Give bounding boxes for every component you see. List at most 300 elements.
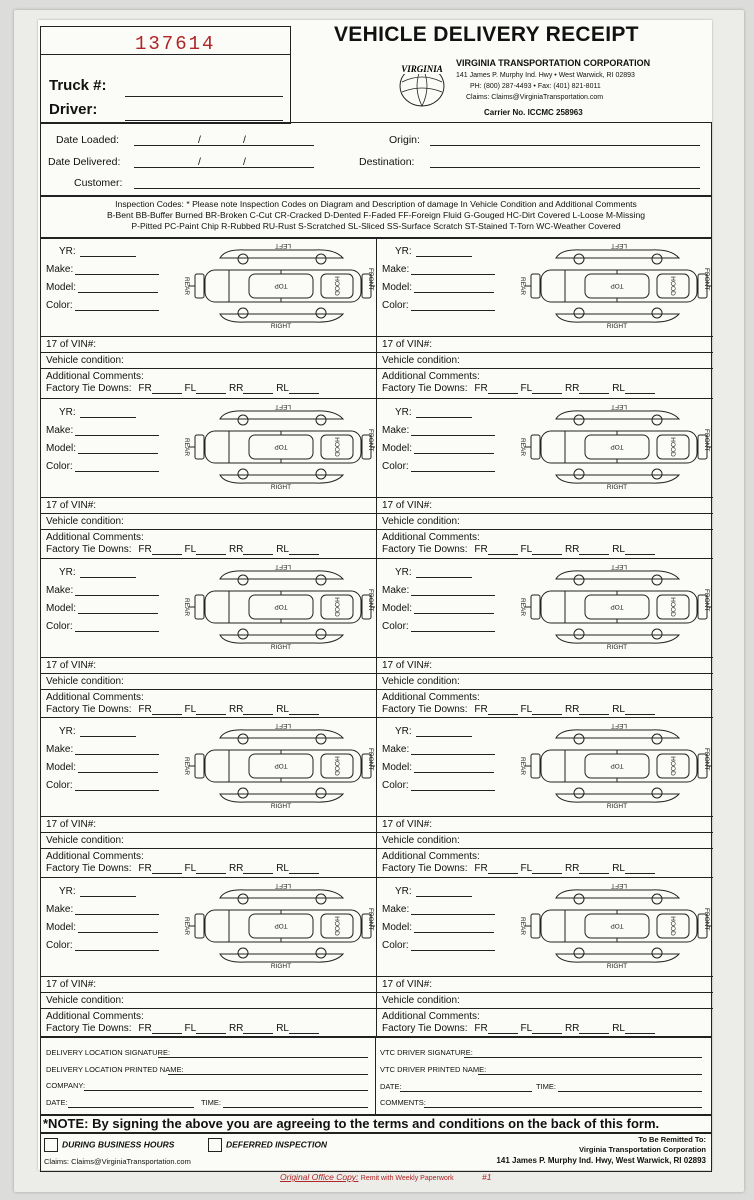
make-field[interactable]: [411, 914, 495, 915]
fr-label: FR: [474, 863, 488, 875]
fl-label: FL: [184, 543, 197, 555]
front-label: FRONT: [703, 748, 710, 771]
condition-label: Vehicle condition:: [46, 995, 124, 1007]
rl-field[interactable]: [289, 554, 319, 555]
destination-label: Destination:: [359, 156, 415, 168]
color-field[interactable]: [411, 310, 495, 311]
model-label: Model:: [46, 922, 77, 934]
color-field[interactable]: [411, 790, 495, 791]
svg-text:REAR: REAR: [519, 276, 526, 296]
color-label: Color:: [382, 300, 409, 311]
rr-label: RR: [228, 703, 244, 715]
vin-label: 17 of VIN#:: [382, 499, 433, 511]
vehicle-entry: [376, 877, 713, 1038]
vehicle-entry: [41, 238, 377, 398]
svg-text:HOOD: HOOD: [669, 756, 676, 777]
svg-text:RIGHT: RIGHT: [270, 643, 292, 651]
svg-text:REAR: REAR: [183, 597, 190, 616]
company-name: VIRGINIA TRANSPORTATION CORPORATION: [456, 58, 651, 68]
tie-downs-row: [41, 704, 324, 715]
front-label: FRONT: [367, 748, 374, 771]
fr-field[interactable]: [488, 873, 518, 874]
model-field[interactable]: [414, 932, 494, 933]
color-field[interactable]: [411, 950, 495, 951]
vehicle-entry: [376, 238, 713, 398]
form-title: VEHICLE DELIVERY RECEIPT: [334, 23, 639, 46]
truck-field[interactable]: [125, 80, 283, 97]
origin-label: Origin:: [389, 134, 420, 146]
company-claims: Claims: Claims@VirginiaTransportation.com: [466, 94, 604, 101]
svg-text:TOP: TOP: [274, 442, 288, 450]
front-label: FRONT: [703, 268, 710, 291]
date-delivered-field[interactable]: [134, 166, 314, 168]
year-field[interactable]: [416, 736, 472, 737]
vin-label: 17 of VIN#:: [46, 499, 97, 511]
copy-designation: [280, 1172, 491, 1182]
fl-label: FL: [520, 383, 533, 394]
vtc-time-field[interactable]: [558, 1090, 702, 1092]
rr-field[interactable]: [579, 873, 609, 874]
svg-text:TOP: TOP: [610, 602, 624, 610]
fr-field[interactable]: [488, 1033, 518, 1034]
comments-label: Additional Comments:: [46, 371, 144, 382]
fr-label: FR: [138, 383, 152, 394]
fr-field[interactable]: [152, 393, 182, 394]
year-field[interactable]: [80, 417, 136, 418]
vin-label: 17 of VIN#:: [382, 339, 433, 350]
svg-text:HOOD: HOOD: [333, 756, 340, 777]
inspection-codes-box: [40, 195, 712, 239]
svg-text:LEFT: LEFT: [611, 242, 627, 249]
vehicle-entry: [41, 877, 377, 1038]
condition-label: Vehicle condition:: [46, 515, 124, 527]
inspection-codes-row-1: B-Bent BB-Buffer Burned BR-Broken C-Cut CR-Cracked D-Dented F-Faded FF-Foreign Fluid G-Gouged HC-Dirt Covered L-Loose M-Missing: [106, 210, 646, 220]
color-field[interactable]: [75, 790, 159, 791]
make-field[interactable]: [411, 274, 495, 275]
fr-label: FR: [474, 1023, 488, 1035]
fl-field[interactable]: [196, 554, 226, 555]
fr-field[interactable]: [152, 714, 182, 715]
vehicle-damage-diagram[interactable]: [519, 562, 711, 651]
date-loaded-field[interactable]: [134, 144, 314, 146]
svg-text:TOP: TOP: [610, 282, 624, 289]
model-field[interactable]: [414, 772, 494, 773]
vehicle-entry: [376, 398, 713, 559]
vehicle-damage-diagram[interactable]: [519, 722, 711, 811]
svg-text:TOP: TOP: [274, 602, 288, 610]
tie-downs-label: Factory Tie Downs:: [46, 863, 132, 875]
make-label: Make:: [46, 904, 74, 916]
model-field[interactable]: [78, 772, 158, 773]
company-address: 141 James P. Murphy Ind. Hwy • West Warwick, RI 02893: [456, 72, 635, 79]
make-field[interactable]: [75, 595, 159, 596]
tie-downs-row: [41, 544, 324, 555]
deferred-checkbox[interactable]: [208, 1138, 222, 1152]
svg-text:REAR: REAR: [519, 917, 526, 936]
date-slash: /: [243, 134, 246, 146]
front-label: FRONT: [703, 428, 710, 452]
vin-label: 17 of VIN#:: [382, 659, 433, 671]
fr-label: FR: [138, 863, 152, 875]
make-label: Make:: [46, 584, 74, 596]
fl-field[interactable]: [532, 554, 562, 555]
condition-label: Vehicle condition:: [46, 675, 124, 687]
svg-text:RIGHT: RIGHT: [606, 323, 628, 330]
svg-text:REAR: REAR: [183, 276, 190, 296]
inspection-codes-row-2: P-Pitted PC-Paint Chip R-Rubbed RU-Rust S-Scratched SL-Sliced SS-Surface Scratch ST-Stained T-Torn WC-Weather Covered: [131, 221, 621, 231]
vehicle-damage-diagram[interactable]: [183, 562, 375, 651]
rr-label: RR: [564, 383, 580, 394]
svg-text:RIGHT: RIGHT: [606, 643, 628, 651]
fl-field[interactable]: [196, 1033, 226, 1034]
year-field[interactable]: [416, 256, 472, 257]
year-field[interactable]: [416, 417, 472, 418]
fl-field[interactable]: [532, 1033, 562, 1034]
vtc-date-field[interactable]: [400, 1090, 532, 1092]
tie-downs-row: [377, 863, 660, 874]
svg-text:REAR: REAR: [183, 917, 190, 936]
make-field[interactable]: [411, 595, 495, 596]
rr-field[interactable]: [243, 554, 273, 555]
fr-label: FR: [474, 383, 488, 394]
rr-label: RR: [228, 1023, 244, 1035]
color-field[interactable]: [411, 471, 495, 472]
year-field[interactable]: [80, 577, 136, 578]
tie-downs-row: [41, 1023, 324, 1034]
svg-text:LEFT: LEFT: [611, 722, 627, 730]
rr-label: RR: [564, 543, 580, 555]
fl-field[interactable]: [532, 393, 562, 394]
rl-label: RL: [612, 863, 625, 875]
svg-text:LEFT: LEFT: [611, 562, 627, 570]
tie-downs-label: Factory Tie Downs:: [382, 543, 468, 555]
front-label: FRONT: [367, 268, 374, 291]
comments-label: Additional Comments:: [382, 1011, 480, 1023]
vin-label: 17 of VIN#:: [46, 659, 97, 671]
model-field[interactable]: [414, 613, 494, 614]
tie-downs-row: [377, 1023, 660, 1034]
color-label: Color:: [382, 460, 409, 472]
rl-field[interactable]: [625, 873, 655, 874]
copy-label: Original Office Copy:: [280, 1172, 359, 1182]
tie-downs-row: [377, 544, 660, 555]
rl-field[interactable]: [289, 873, 319, 874]
rl-field[interactable]: [625, 554, 655, 555]
svg-text:VIRGINIA: VIRGINIA: [401, 64, 443, 74]
fl-label: FL: [520, 703, 533, 715]
front-label: FRONT: [703, 908, 710, 931]
rr-label: RR: [564, 863, 580, 875]
svg-text:RIGHT: RIGHT: [270, 803, 292, 811]
comments-label: Additional Comments:: [382, 531, 480, 543]
vehicle-damage-diagram[interactable]: [185, 244, 375, 328]
rr-field[interactable]: [243, 873, 273, 874]
model-field[interactable]: [78, 292, 158, 293]
model-field[interactable]: [414, 292, 494, 293]
rl-field[interactable]: [289, 714, 319, 715]
rl-field[interactable]: [625, 1033, 655, 1034]
rr-field[interactable]: [579, 1033, 609, 1034]
year-label: YR:: [395, 886, 412, 898]
date-field[interactable]: [68, 1106, 194, 1108]
tie-downs-label: Factory Tie Downs:: [46, 383, 132, 394]
year-field[interactable]: [80, 736, 136, 737]
svg-text:RIGHT: RIGHT: [606, 803, 628, 811]
vin-label: 17 of VIN#:: [46, 339, 97, 350]
rr-field[interactable]: [579, 554, 609, 555]
driver-label: Driver:: [49, 101, 98, 118]
front-label: FRONT: [367, 908, 374, 931]
front-label: FRONT: [703, 588, 710, 611]
make-field[interactable]: [75, 435, 159, 436]
color-field[interactable]: [75, 471, 159, 472]
condition-label: Vehicle condition:: [382, 995, 460, 1007]
color-label: Color:: [382, 940, 409, 952]
svg-text:HOOD: HOOD: [669, 276, 676, 296]
rl-label: RL: [612, 383, 625, 394]
vehicle-damage-diagram[interactable]: [183, 882, 375, 971]
vtc-name-field[interactable]: [478, 1073, 702, 1075]
customer-field[interactable]: [134, 187, 700, 189]
fr-field[interactable]: [488, 714, 518, 715]
year-label: YR:: [395, 246, 412, 257]
vehicle-damage-diagram[interactable]: [519, 882, 711, 971]
company-field[interactable]: [84, 1089, 368, 1091]
vehicle-grid: [40, 237, 712, 1038]
color-field[interactable]: [75, 950, 159, 951]
terms-note-box: [40, 1114, 712, 1134]
year-field[interactable]: [416, 896, 472, 897]
make-field[interactable]: [75, 754, 159, 755]
make-field[interactable]: [75, 914, 159, 915]
terms-note: *NOTE: By signing the above you are agreeing to the terms and conditions on the back of this form.: [43, 1116, 660, 1131]
vehicle-damage-diagram[interactable]: [183, 722, 375, 811]
date-loaded-label: Date Loaded:: [56, 134, 120, 146]
business-hours-checkbox[interactable]: [44, 1138, 58, 1152]
rl-label: RL: [276, 543, 289, 555]
vtc-name-label: VTC DRIVER PRINTED NAME:: [380, 1065, 487, 1074]
rl-field[interactable]: [289, 393, 319, 394]
svg-text:RIGHT: RIGHT: [270, 323, 292, 330]
vtc-time-label: TIME:: [536, 1082, 556, 1091]
svg-text:HOOD: HOOD: [333, 276, 340, 296]
fr-label: FR: [138, 1023, 152, 1035]
vehicle-damage-diagram[interactable]: [183, 402, 375, 491]
make-label: Make:: [382, 744, 410, 756]
vin-label: 17 of VIN#:: [46, 819, 97, 831]
make-field[interactable]: [411, 435, 495, 436]
color-label: Color:: [382, 620, 409, 632]
vehicle-damage-diagram[interactable]: [519, 402, 711, 491]
serial-number: 137614: [135, 33, 216, 55]
color-label: Color:: [46, 620, 73, 632]
vin-label: 17 of VIN#:: [382, 979, 433, 991]
make-label: Make:: [46, 264, 74, 275]
svg-text:HOOD: HOOD: [669, 916, 676, 936]
vehicle-entry: [41, 558, 377, 719]
vehicle-entry: [376, 558, 713, 719]
vtc-comments-field[interactable]: [424, 1106, 702, 1108]
svg-text:TOP: TOP: [610, 442, 624, 450]
rr-field[interactable]: [579, 393, 609, 394]
delivery-signature-field[interactable]: [158, 1056, 368, 1058]
svg-text:LEFT: LEFT: [275, 722, 291, 730]
year-label: YR:: [395, 566, 412, 578]
rl-field[interactable]: [625, 714, 655, 715]
svg-text:TOP: TOP: [610, 922, 624, 930]
condition-label: Vehicle condition:: [382, 675, 460, 687]
make-label: Make:: [46, 744, 74, 756]
carrier-number: Carrier No. ICCMC 258963: [484, 108, 583, 117]
model-field[interactable]: [78, 932, 158, 933]
svg-text:REAR: REAR: [519, 597, 526, 616]
make-label: Make:: [382, 904, 410, 916]
svg-text:TOP: TOP: [610, 762, 624, 770]
remit-to-company: Virginia Transportation Corporation: [579, 1145, 706, 1154]
make-label: Make:: [46, 424, 74, 436]
tie-downs-row: [41, 863, 324, 874]
comments-label: Additional Comments:: [382, 691, 480, 703]
svg-text:REAR: REAR: [183, 437, 190, 456]
origin-field[interactable]: [430, 144, 700, 146]
tie-downs-row: [41, 383, 324, 394]
customer-label: Customer:: [74, 177, 123, 189]
color-label: Color:: [46, 780, 73, 792]
rr-label: RR: [228, 543, 244, 555]
date-slash: /: [198, 134, 201, 146]
fl-label: FL: [520, 863, 533, 875]
make-field[interactable]: [75, 274, 159, 275]
tie-downs-label: Factory Tie Downs:: [46, 703, 132, 715]
svg-text:LEFT: LEFT: [275, 562, 291, 570]
color-label: Color:: [382, 780, 409, 792]
rl-label: RL: [276, 703, 289, 715]
rr-label: RR: [564, 703, 580, 715]
vehicle-damage-diagram[interactable]: [521, 244, 711, 328]
comments-label: Additional Comments:: [46, 1011, 144, 1023]
delivery-name-label: DELIVERY LOCATION PRINTED NAME:: [46, 1065, 184, 1074]
rr-label: RR: [228, 863, 244, 875]
fl-field[interactable]: [196, 714, 226, 715]
model-label: Model:: [46, 442, 77, 454]
make-label: Make:: [382, 584, 410, 596]
fl-label: FL: [184, 1023, 197, 1035]
year-label: YR:: [395, 406, 412, 418]
rl-field[interactable]: [289, 1033, 319, 1034]
model-field[interactable]: [414, 453, 494, 454]
model-label: Model:: [382, 442, 413, 454]
model-label: Model:: [46, 762, 77, 774]
copy-number: #1: [482, 1172, 492, 1182]
company-phone: PH: (800) 287-4493 • Fax: (401) 821-8011: [470, 83, 601, 90]
year-label: YR:: [59, 726, 76, 738]
fr-field[interactable]: [152, 554, 182, 555]
tie-downs-label: Factory Tie Downs:: [382, 863, 468, 875]
vehicle-entry: [41, 398, 377, 559]
front-label: FRONT: [367, 428, 374, 452]
rr-field[interactable]: [243, 1033, 273, 1034]
svg-text:REAR: REAR: [183, 757, 190, 776]
svg-text:LEFT: LEFT: [611, 882, 627, 890]
vtc-signature-field[interactable]: [464, 1056, 702, 1058]
business-hours-option[interactable]: [44, 1138, 174, 1152]
rr-field[interactable]: [243, 714, 273, 715]
model-label: Model:: [382, 602, 413, 614]
year-label: YR:: [395, 726, 412, 738]
condition-label: Vehicle condition:: [382, 355, 460, 366]
svg-text:REAR: REAR: [519, 437, 526, 456]
time-label: TIME:: [201, 1098, 221, 1107]
deferred-option[interactable]: [208, 1138, 327, 1152]
year-field[interactable]: [416, 577, 472, 578]
date-delivered-label: Date Delivered:: [48, 156, 121, 168]
condition-label: Vehicle condition:: [382, 835, 460, 847]
svg-text:HOOD: HOOD: [669, 596, 676, 617]
fl-label: FL: [184, 863, 197, 875]
rl-label: RL: [276, 863, 289, 875]
delivery-name-field[interactable]: [168, 1073, 368, 1075]
year-field[interactable]: [80, 256, 136, 257]
fr-field[interactable]: [152, 873, 182, 874]
vehicle-entry: [376, 717, 713, 878]
date-slash: /: [243, 156, 246, 168]
year-label: YR:: [59, 566, 76, 578]
destination-field[interactable]: [430, 166, 700, 168]
rl-label: RL: [612, 703, 625, 715]
make-field[interactable]: [411, 754, 495, 755]
rr-field[interactable]: [579, 714, 609, 715]
fr-field[interactable]: [488, 393, 518, 394]
svg-text:RIGHT: RIGHT: [270, 963, 292, 971]
time-field[interactable]: [223, 1106, 368, 1108]
fl-field[interactable]: [532, 714, 562, 715]
driver-field[interactable]: [125, 104, 283, 121]
color-label: Color:: [46, 460, 73, 472]
rl-field[interactable]: [625, 393, 655, 394]
comments-label: Additional Comments:: [46, 531, 144, 543]
fr-label: FR: [474, 703, 488, 715]
business-hours-label: DURING BUSINESS HOURS: [62, 1139, 175, 1150]
delivery-signature-label: DELIVERY LOCATION SIGNATURE:: [46, 1048, 171, 1057]
fr-field[interactable]: [488, 554, 518, 555]
model-field[interactable]: [78, 613, 158, 614]
vtc-date-label: DATE:: [380, 1082, 402, 1091]
model-label: Model:: [46, 602, 77, 614]
comments-label: Additional Comments:: [382, 371, 480, 382]
copy-note: Remit with Weekly Paperwork: [360, 1175, 454, 1182]
tie-downs-label: Factory Tie Downs:: [46, 543, 132, 555]
svg-text:LEFT: LEFT: [611, 402, 627, 410]
rr-field[interactable]: [243, 393, 273, 394]
fl-field[interactable]: [196, 393, 226, 394]
fl-field[interactable]: [196, 873, 226, 874]
color-field[interactable]: [411, 631, 495, 632]
fl-field[interactable]: [532, 873, 562, 874]
year-field[interactable]: [80, 896, 136, 897]
color-field[interactable]: [75, 310, 159, 311]
fr-field[interactable]: [152, 1033, 182, 1034]
condition-label: Vehicle condition:: [46, 355, 124, 366]
make-label: Make:: [382, 424, 410, 436]
tie-downs-label: Factory Tie Downs:: [382, 1023, 468, 1035]
remit-to-address: 141 James P. Murphy Ind. Hwy, West Warwick, RI 02893: [496, 1156, 706, 1165]
model-field[interactable]: [78, 453, 158, 454]
model-label: Model:: [46, 282, 77, 293]
deferred-label: DEFERRED INSPECTION: [226, 1139, 328, 1150]
svg-text:RIGHT: RIGHT: [606, 963, 628, 971]
comments-label: Additional Comments:: [382, 851, 480, 863]
color-field[interactable]: [75, 631, 159, 632]
